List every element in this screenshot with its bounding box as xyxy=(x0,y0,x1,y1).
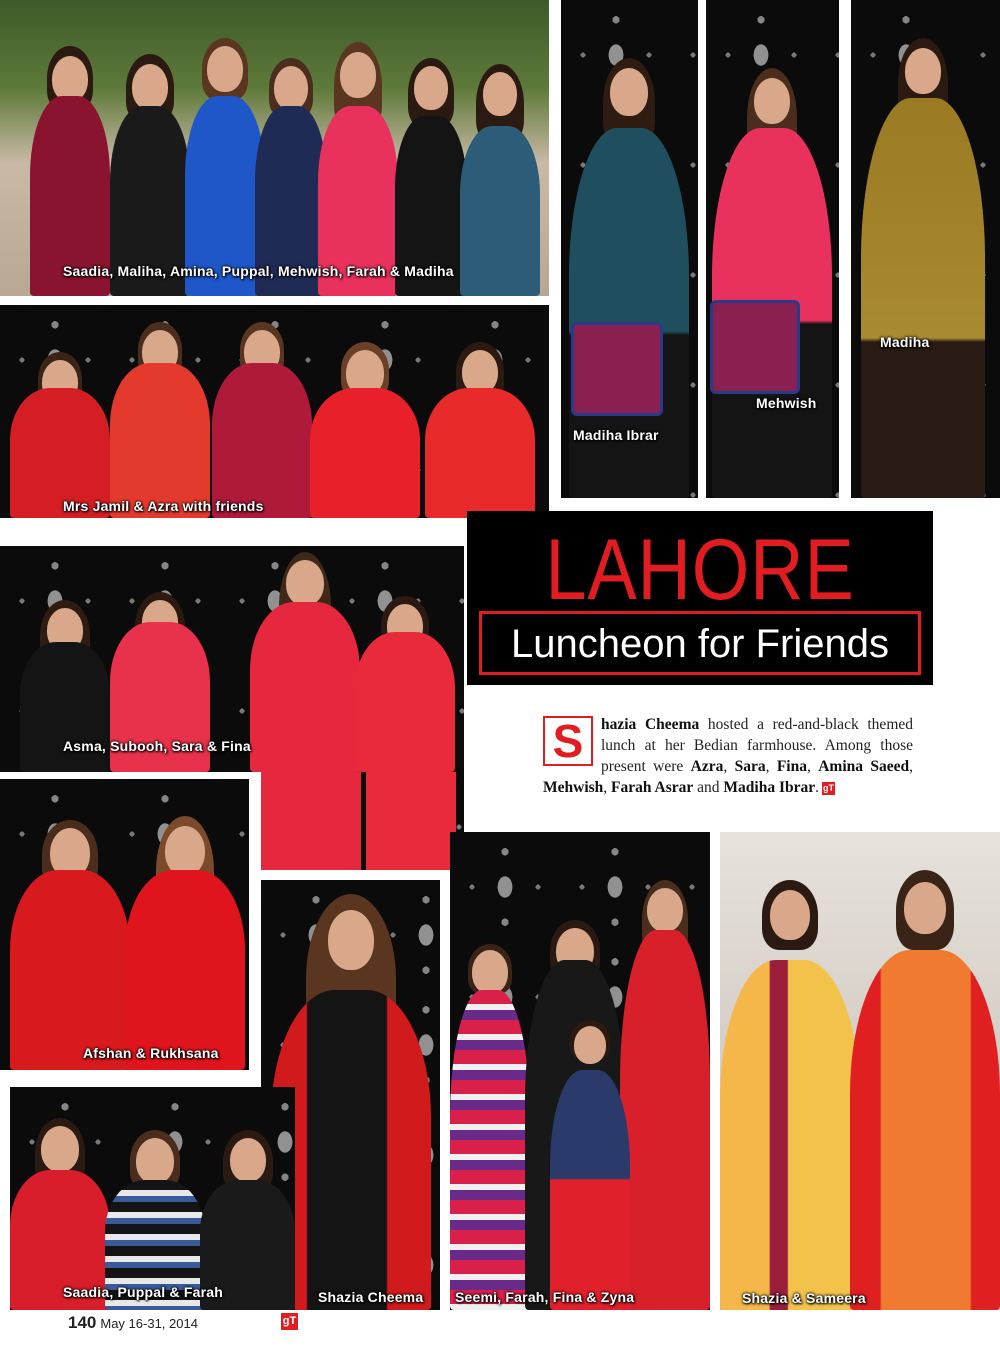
person xyxy=(271,890,431,1310)
article-body: S hazia Cheema hosted a red-and-black themed lunch at her Bedian farmhouse. Among those present were Azra, Sara, Fina, Amina Saeed, Mehwish, Farah Asrar and Madiha Ibrar. gT xyxy=(543,715,914,796)
person xyxy=(255,38,327,296)
photo-saadia-puppal-farah xyxy=(10,1087,295,1310)
caption-madiha: Madiha xyxy=(880,334,930,350)
person xyxy=(318,28,398,296)
photo-asma-subooh-sara-fina-lower xyxy=(261,772,464,870)
person xyxy=(10,1100,110,1310)
guest-name: Fina xyxy=(776,758,807,775)
photo-group-seven xyxy=(0,0,549,296)
person xyxy=(355,582,455,772)
person xyxy=(460,50,540,296)
photo-shazia-sameera xyxy=(720,832,1000,1310)
person xyxy=(10,800,130,1070)
person xyxy=(105,1110,205,1310)
host-name: hazia Cheema xyxy=(601,716,700,733)
person xyxy=(395,44,467,296)
person xyxy=(550,1020,630,1310)
person xyxy=(10,348,110,518)
person xyxy=(125,800,245,1070)
title-box xyxy=(467,511,933,685)
guest-name: Farah Asrar xyxy=(611,779,694,796)
person xyxy=(110,318,210,518)
story-text: hosted a red-and-black themed lunch at her Bedian farmhouse. Among those present were xyxy=(601,716,914,775)
page-number: 140 xyxy=(68,1313,97,1332)
person xyxy=(861,18,985,498)
magazine-logo-icon: gT xyxy=(281,1313,298,1330)
caption-group-seven: Saadia, Maliha, Amina, Puppal, Mehwish, Farah & Madiha xyxy=(63,263,454,279)
end-mark-icon: gT xyxy=(823,782,835,793)
person xyxy=(250,546,360,772)
caption-seemi-farah-fina-zyna: Seemi, Farah, Fina & Zyna xyxy=(455,1289,635,1305)
caption-saadia-puppal-farah: Saadia, Puppal & Farah xyxy=(63,1284,223,1300)
person xyxy=(850,860,1000,1310)
person xyxy=(110,34,190,296)
guest-name: Sara xyxy=(734,758,766,775)
person xyxy=(620,850,710,1310)
page-footer xyxy=(68,1313,198,1333)
caption-shazia-sameera: Shazia & Sameera xyxy=(742,1290,866,1306)
caption-asma-subooh-sara-fina: Asma, Subooh, Sara & Fina xyxy=(63,738,251,754)
page-subtitle: Luncheon for Friends xyxy=(510,622,889,666)
guest-name: Mehwish xyxy=(543,779,604,796)
dropcap: S xyxy=(543,716,593,766)
person xyxy=(310,338,420,518)
caption-madiha-ibrar: Madiha Ibrar xyxy=(573,427,659,443)
guest-name: Madiha Ibrar xyxy=(723,779,816,796)
caption-afshan-rukhsana: Afshan & Rukhsana xyxy=(83,1045,219,1061)
person xyxy=(185,24,265,296)
person xyxy=(212,318,312,518)
photo-afshan-rukhsana xyxy=(0,779,249,1070)
person xyxy=(30,26,110,296)
photo-seemi-farah-fina-zyna xyxy=(450,832,710,1310)
subtitle-frame xyxy=(479,611,921,675)
caption-shazia-cheema: Shazia Cheema xyxy=(318,1289,424,1305)
person xyxy=(450,890,530,1310)
photo-madiha xyxy=(851,0,1000,498)
photo-mrs-jamil-azra xyxy=(0,305,549,518)
guest-name: Amina Saeed xyxy=(818,758,910,775)
photo-mehwish xyxy=(706,0,839,498)
guest-name: Azra xyxy=(690,758,724,775)
caption-mrs-jamil-azra: Mrs Jamil & Azra with friends xyxy=(63,498,264,514)
handbag xyxy=(710,300,800,394)
person xyxy=(712,28,832,498)
caption-mehwish: Mehwish xyxy=(756,395,817,411)
person xyxy=(200,1110,295,1310)
photo-madiha-ibrar xyxy=(561,0,698,498)
person xyxy=(720,860,860,1310)
issue-date: May 16-31, 2014 xyxy=(100,1316,198,1331)
handbag xyxy=(571,322,663,416)
page-title: LAHORE xyxy=(545,522,855,618)
person xyxy=(425,338,535,518)
